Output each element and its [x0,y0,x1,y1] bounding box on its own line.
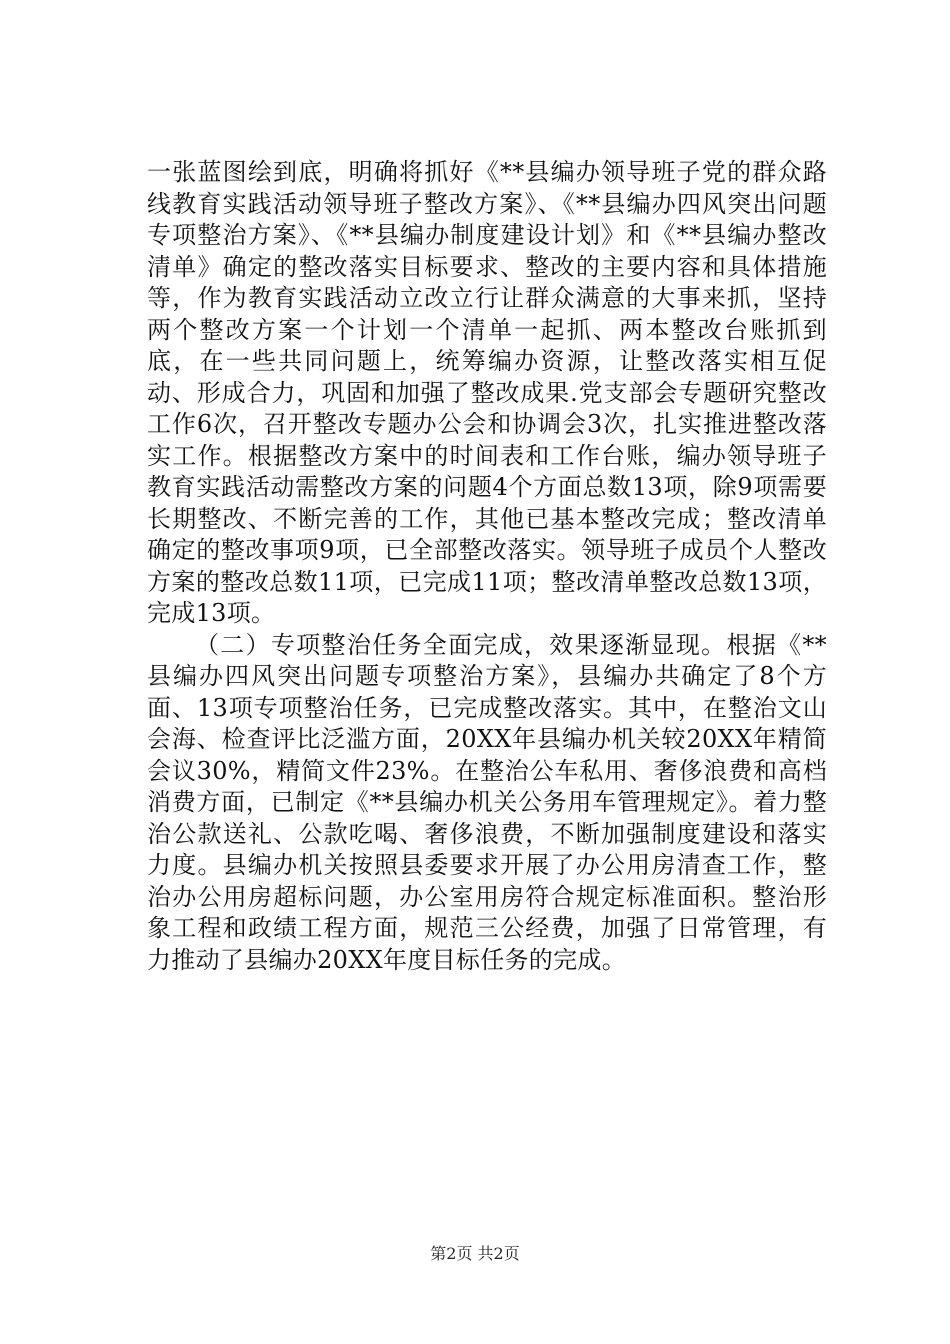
paragraph-special-rectification: （二）专项整治任务全面完成，效果逐渐显现。根据《**县编办四风突出问题专项整治方案》，县编办共确定了8个方面、13项专项整治任务，已完成整改落实。其中，在整治文山会海、检查评比泛滥方面，20XX年县编办机关较20XX年精简会议30%，精简文件23%。在整治公车私用、奢侈浪费和高档消费方面，已制定《**县编办机关公务用车管理规定》。着力整治公款送礼、公款吃喝、奢侈浪费，不断加强制度建设和落实力度。县编办机关按照县委要求开展了办公用房清查工作，整治办公用房超标问题，办公室用房符合规定标准面积。整治形象工程和政绩工程方面，规范三公经费，加强了日常管理，有力推动了县编办20XX年度目标任务的完成。 [147,630,827,974]
paragraph-continued: 一张蓝图绘到底，明确将抓好《**县编办领导班子党的群众路线教育实践活动领导班子整改方案》、《**县编办四风突出问题专项整治方案》、《**县编办制度建设计划》和《**县编办整改清单》确定的整改落实目标要求、整改的主要内容和具体措施等，作为教育实践活动立改立行让群众满意的大事来抓，坚持两个整改方案一个计划一个清单一起抓、两本整改台账抓到底，在一些共同问题上，统筹编办资源，让整改落实相互促动、形成合力，巩固和加强了整改成果.党支部会专题研究整改工作6次，召开整改专题办公会和协调会3次，扎实推进整改落实工作。根据整改方案中的时间表和工作台账，编办领导班子教育实践活动需整改方案的问题4个方面总数13项，除9项需要长期整改、不断完善的工作，其他已基本整改完成；整改清单确定的整改事项9项，已全部整改落实。领导班子成员个人整改方案的整改总数11项，已完成11项；整改清单整改总数13项，完成13项。 [147,158,827,627]
page-number-footer: 第2页 共2页 [430,1244,520,1263]
document-body [147,157,827,976]
